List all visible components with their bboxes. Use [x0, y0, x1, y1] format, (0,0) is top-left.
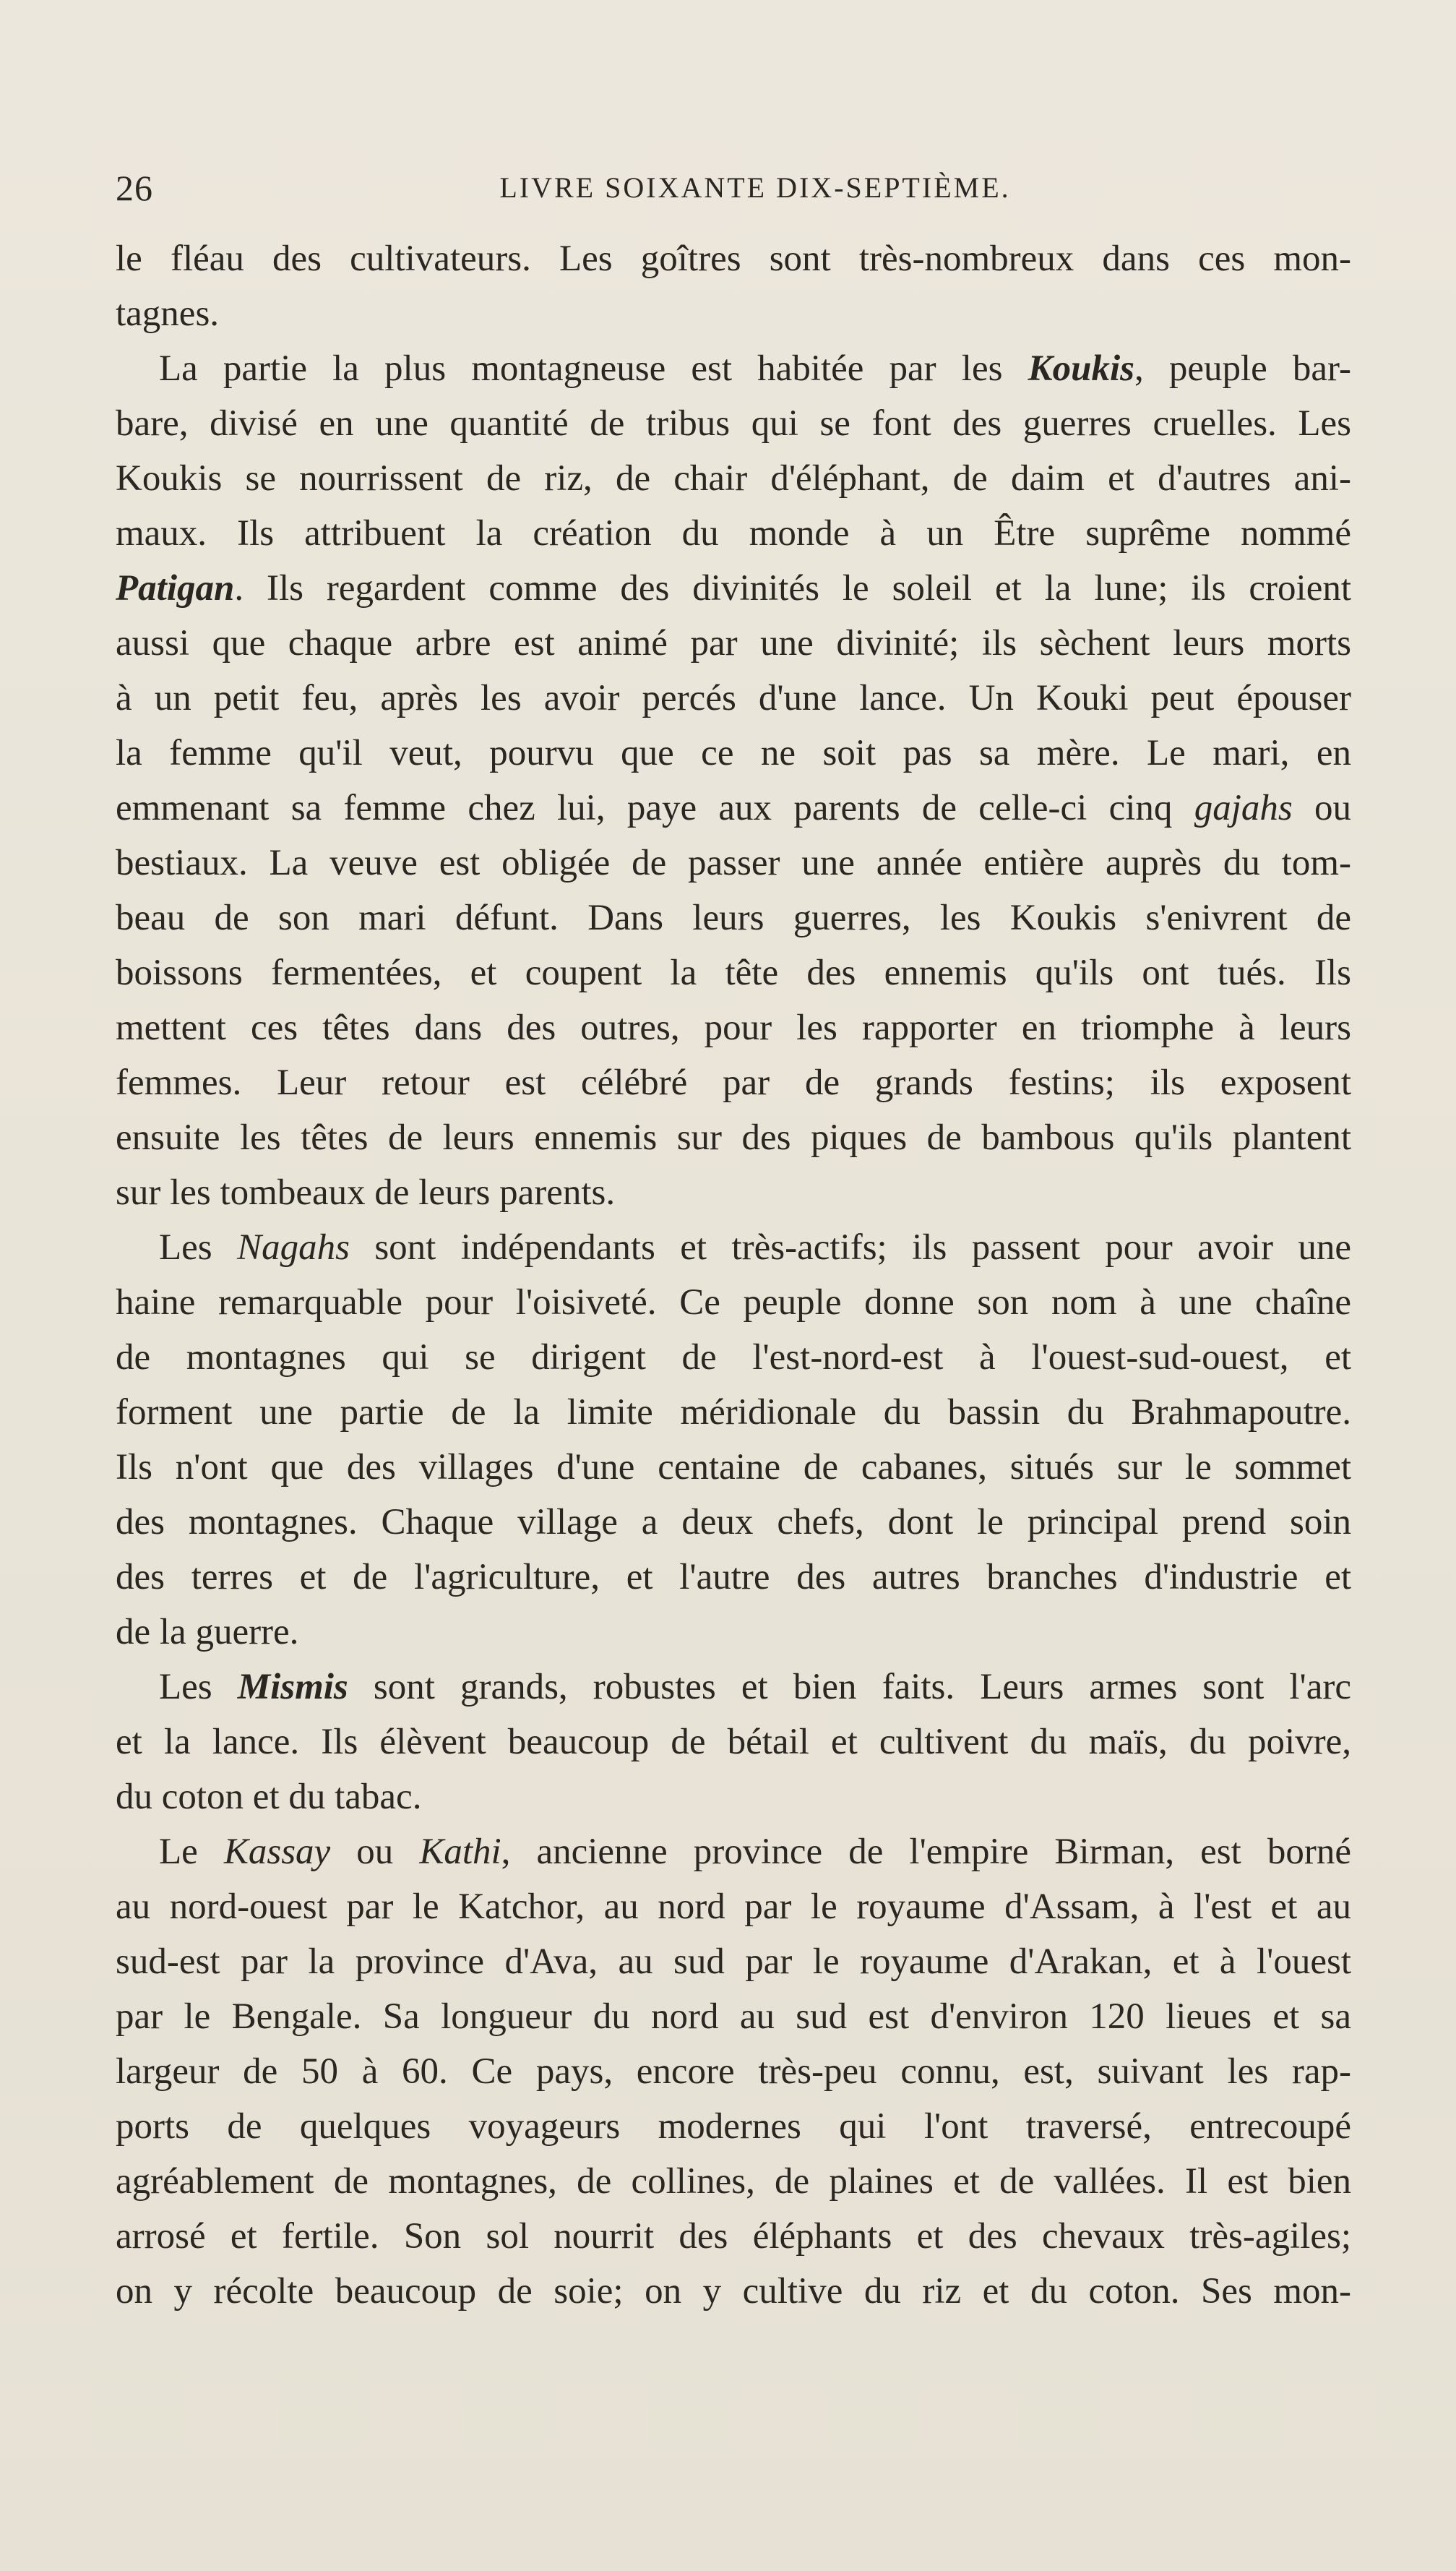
text-line: forment une partie de la limite méridionale du bassin du Brahmapoutre. [116, 1392, 1351, 1433]
text-line: mettent ces têtes dans des outres, pour les rapporter en triomphe à leurs [116, 1008, 1351, 1048]
text-line: bare, divisé en une quantité de tribus qui se font des guerres cruelles. Les [116, 403, 1351, 444]
text-line: bestiaux. La veuve est obligée de passer une année entière auprès du tom- [116, 843, 1351, 883]
place-kassay: Kassay [223, 1832, 331, 1872]
text-line: Les Mismis sont grands, robustes et bien faits. Leurs armes sont l'arc [159, 1667, 1351, 1707]
text-line: femmes. Leur retour est célébré par de grands festins; ils exposent [116, 1063, 1351, 1103]
text-line: Patigan. Ils regardent comme des divinités le soleil et la lune; ils croient [116, 568, 1351, 609]
text-line: et la lance. Ils élèvent beaucoup de bétail et cultivent du maïs, du poivre, [116, 1722, 1351, 1762]
deity-patigan: Patigan [116, 568, 235, 609]
term-gajahs: gajahs [1194, 788, 1293, 828]
ethnonym-koukis: Koukis [1028, 348, 1134, 389]
text-line: La partie la plus montagneuse est habitée par les Koukis, peuple bar- [159, 348, 1351, 389]
text-line: la femme qu'il veut, pourvu que ce ne soit pas sa mère. Le mari, en [116, 733, 1351, 773]
text-line: de montagnes qui se dirigent de l'est-nord-est à l'ouest-sud-ouest, et [116, 1337, 1351, 1378]
text-line: agréablement de montagnes, de collines, de plaines et de vallées. Il est bien [116, 2161, 1351, 2202]
text-line: emmenant sa femme chez lui, paye aux parents de celle-ci cinq gajahs ou [116, 788, 1351, 828]
text-line: haine remarquable pour l'oisiveté. Ce peuple donne son nom à une chaîne [116, 1282, 1351, 1323]
running-head: LIVRE SOIXANTE DIX-SEPTIÈME. [499, 171, 1011, 204]
ethnonym-nagahs: Nagahs [237, 1227, 350, 1268]
text-line: boissons fermentées, et coupent la tête des ennemis qu'ils ont tués. Ils [116, 953, 1351, 993]
text-line: sur les tombeaux de leurs parents. [116, 1172, 616, 1213]
text-line: sud-est par la province d'Ava, au sud par le royaume d'Arakan, et à l'ouest [116, 1941, 1351, 1982]
text-line: tagnes. [116, 293, 220, 334]
page-number: 26 [116, 168, 153, 208]
text-line: Le Kassay ou Kathi, ancienne province de l'empire Birman, est borné [159, 1832, 1351, 1872]
text-line: le fléau des cultivateurs. Les goîtres sont très-nombreux dans ces mon- [116, 239, 1351, 279]
place-kathi: Kathi [419, 1832, 501, 1872]
text-line: maux. Ils attribuent la création du monde à un Être suprême nommé [116, 513, 1351, 554]
text-line: ports de quelques voyageurs modernes qui l'ont traversé, entrecoupé [116, 2106, 1351, 2147]
text-line: arrosé et fertile. Son sol nourrit des éléphants et des chevaux très-agiles; [116, 2216, 1351, 2257]
text-line: Ils n'ont que des villages d'une centaine de cabanes, situés sur le sommet [116, 1447, 1351, 1488]
text-line: ensuite les têtes de leurs ennemis sur des piques de bambous qu'ils plantent [116, 1117, 1351, 1158]
text-line: à un petit feu, après les avoir percés d'une lance. Un Kouki peut épouser [116, 678, 1351, 718]
text-line: aussi que chaque arbre est animé par une divinité; ils sèchent leurs morts [116, 623, 1351, 664]
ethnonym-mismis: Mismis [237, 1667, 348, 1707]
text-line: Koukis se nourrissent de riz, de chair d'éléphant, de daim et d'autres ani- [116, 458, 1351, 499]
text-line: largeur de 50 à 60. Ce pays, encore très-peu connu, est, suivant les rap- [116, 2051, 1351, 2092]
text-line: des terres et de l'agriculture, et l'autre des autres branches d'industrie et [116, 1557, 1351, 1597]
body-text [116, 231, 1351, 2319]
text-line: Les Nagahs sont indépendants et très-actifs; ils passent pour avoir une [159, 1227, 1351, 1268]
text-line: par le Bengale. Sa longueur du nord au sud est d'environ 120 lieues et sa [116, 1996, 1351, 2037]
text-line: beau de son mari défunt. Dans leurs guerres, les Koukis s'enivrent de [116, 898, 1351, 938]
text-line: de la guerre. [116, 1612, 299, 1652]
text-line: on y récolte beaucoup de soie; on y cultive du riz et du coton. Ses mon- [116, 2271, 1351, 2312]
text-line: des montagnes. Chaque village a deux chefs, dont le principal prend soin [116, 1502, 1351, 1542]
page-header [116, 163, 1351, 213]
text-line: du coton et du tabac. [116, 1777, 422, 1817]
text-line: au nord-ouest par le Katchor, au nord par le royaume d'Assam, à l'est et au [116, 1887, 1351, 1927]
